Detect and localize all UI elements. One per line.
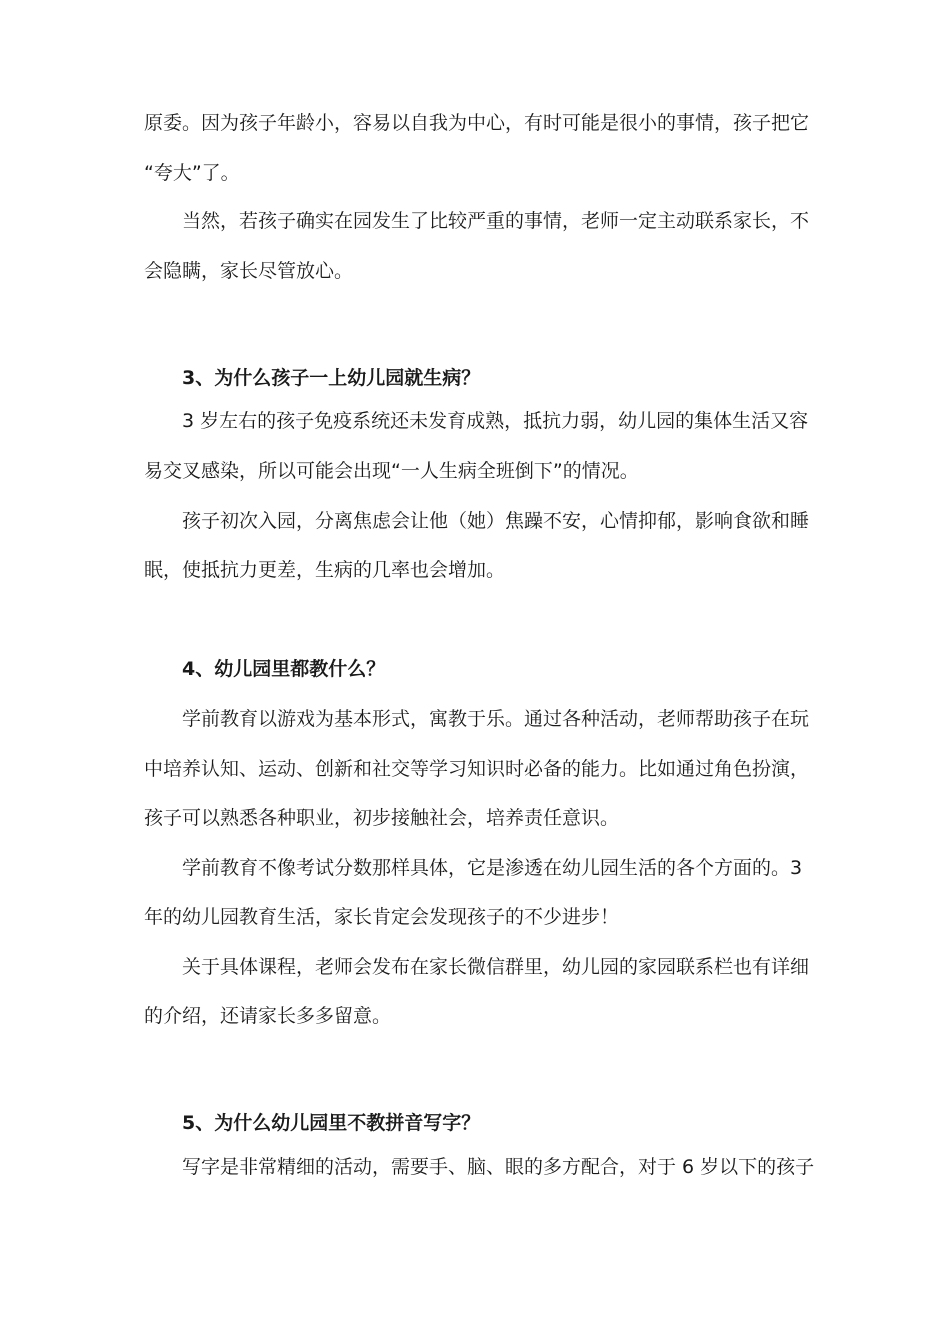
paragraph-line: 学前教育以游戏为基本形式，寓教于乐。通过各种活动，老师帮助孩子在玩 (182, 708, 810, 730)
paragraph-line: 关于具体课程，老师会发布在家长微信群里，幼儿园的家园联系栏也有详细 (182, 956, 810, 978)
paragraph-line: 眠，使抵抗力更差，生病的几率也会增加。 (144, 559, 506, 581)
section-heading-5: 5、为什么幼儿园里不教拼音写字？ (182, 1112, 481, 1134)
paragraph-line: 年的幼儿园教育生活，家长肯定会发现孩子的不少进步！ (144, 906, 620, 928)
paragraph-line: 原委。因为孩子年龄小，容易以自我为中心，有时可能是很小的事情，孩子把它 (144, 112, 810, 134)
section-heading-3: 3、为什么孩子一上幼儿园就生病？ (182, 367, 481, 389)
paragraph-line: 当然，若孩子确实在园发生了比较严重的事情，老师一定主动联系家长，不 (182, 210, 810, 232)
paragraph-line: 的介绍，还请家长多多留意。 (144, 1005, 392, 1027)
paragraph-line: 中培养认知、运动、创新和社交等学习知识时必备的能力。比如通过角色扮演， (144, 758, 810, 780)
paragraph-line: 易交叉感染，所以可能会出现“一人生病全班倒下”的情况。 (144, 460, 639, 482)
paragraph-line: 3 岁左右的孩子免疫系统还未发育成熟，抵抗力弱，幼儿园的集体生活又容 (182, 410, 809, 432)
paragraph-line: 学前教育不像考试分数那样具体，它是渗透在幼儿园生活的各个方面的。3 (182, 857, 803, 879)
section-heading-4: 4、幼儿园里都教什么？ (182, 658, 386, 680)
paragraph-line: 写字是非常精细的活动，需要手、脑、眼的多方配合，对于 6 岁以下的孩子 (182, 1156, 815, 1178)
paragraph-line: 孩子可以熟悉各种职业，初步接触社会，培养责任意识。 (144, 807, 620, 829)
paragraph-line: 孩子初次入园，分离焦虑会让他（她）焦躁不安，心情抑郁，影响食欲和睡 (182, 510, 810, 532)
paragraph-line: 会隐瞒，家长尽管放心。 (144, 260, 354, 282)
paragraph-line: “夸大”了。 (144, 162, 240, 184)
